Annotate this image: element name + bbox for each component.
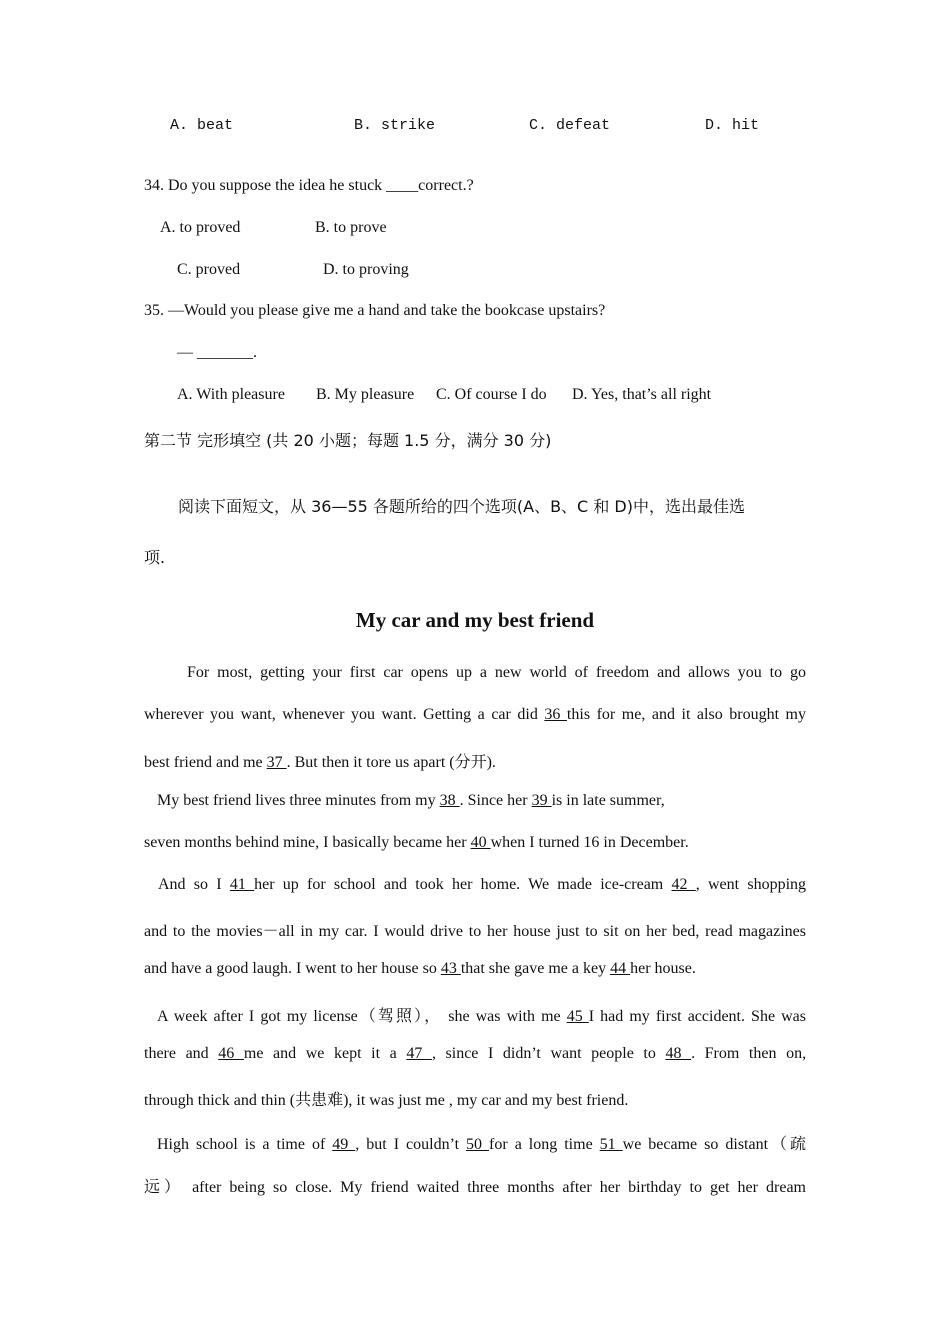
q35-option-a: A. With pleasure [177,386,285,403]
q35-reply: — _______. [177,344,257,361]
q33-option-a: A. beat [170,117,234,134]
q33-option-c: C. defeat [529,117,611,134]
blank-39: 39 [531,792,552,809]
passage-line: High school is a time of 49 , but I couldn’t 50 for a long time 51 we became so distant（疏 [157,1136,807,1153]
section-heading: 第二节 完形填空 (共 20 小题；每题 1.5 分，满分 30 分) [144,431,552,450]
blank-36: 36 [544,706,567,723]
blank-42: 42 [671,876,696,893]
blank-50: 50 [466,1136,490,1153]
passage-line: My best friend lives three minutes from my 38 . Since her 39 is in late summer, [157,792,665,809]
passage-line: and have a good laugh. I went to her house so 43 that she gave me a key 44 her house. [144,960,696,977]
q34-option-a: A. to proved [160,219,241,236]
q34-option-d: D. to proving [323,261,409,278]
section-instruction: 阅读下面短文，从 36—55 各题所给的四个选项(A、B、C 和 D)中，选出最佳选 [178,497,745,516]
blank-40: 40 [470,834,491,851]
q33-option-b: B. strike [354,117,436,134]
section-instruction-cont: 项. [144,548,166,567]
passage-line: For most, getting your first car opens up a new world of freedom and allows you to go [187,664,806,681]
passage-line: best friend and me 37 . But then it tore us apart (分开). [144,754,496,771]
passage-line: seven months behind mine, I basically became her 40 when I turned 16 in December. [144,834,689,851]
blank-49: 49 [332,1136,356,1153]
q34-option-b: B. to prove [315,219,387,236]
blank-38: 38 [439,792,460,809]
blank-41: 41 [229,876,255,893]
passage-line: And so I 41 her up for school and took her home. We made ice-cream 42 , went shopping [158,876,807,893]
passage-line: through thick and thin (共患难), it was just me , my car and my best friend. [144,1092,629,1109]
passage-title: My car and my best friend [355,608,595,632]
q33-option-d: D. hit [705,117,760,134]
q35-stem: 35. —Would you please give me a hand and take the bookcase upstairs? [144,302,606,319]
blank-37: 37 [266,754,287,771]
passage-line: wherever you want, whenever you want. Getting a car did 36 this for me, and it also brought my [144,706,806,723]
blank-43: 43 [440,960,461,977]
blank-46: 46 [218,1045,244,1062]
passage-line: A week after I got my license（驾照）， she was with me 45 I had my first accident. She was [157,1008,807,1025]
q35-option-b: B. My pleasure [316,386,415,403]
blank-45: 45 [566,1008,589,1025]
blank-48: 48 [665,1045,692,1062]
q35-option-c: C. Of course I do [436,386,547,403]
q34-stem: 34. Do you suppose the idea he stuck ____correct.? [144,177,474,194]
q35-option-d: D. Yes, that’s all right [572,386,712,403]
passage-line: and to the movies－all in my car. I would drive to her house just to sit on her bed, read magazines [144,923,807,940]
q34-option-c: C. proved [177,261,241,278]
blank-51: 51 [599,1136,623,1153]
passage-line: 远） after being so close. My friend waited three months after her birthday to get her dream [144,1179,806,1196]
blank-47: 47 [406,1045,432,1062]
blank-44: 44 [610,960,631,977]
passage-line: there and 46 me and we kept it a 47 , since I didn’t want people to 48 . From then on, [144,1045,807,1062]
